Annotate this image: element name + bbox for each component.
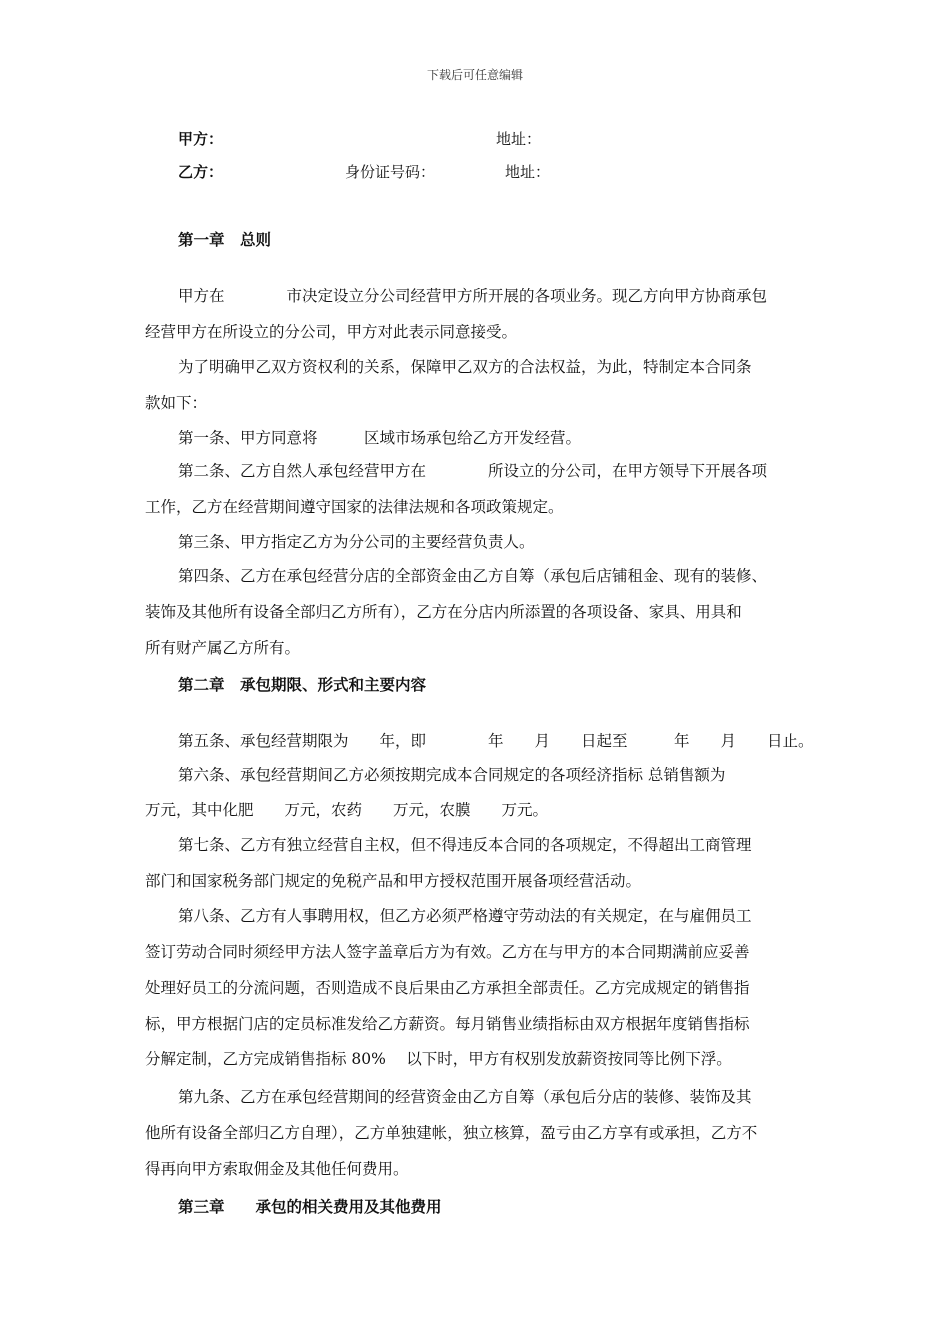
party-b-id-label: 身份证号码： (345, 163, 436, 181)
chapter-2-line: 签订劳动合同时须经甲方法人签字盖章后方为有效。乙方在与甲方的本合同期满前应妥善 (145, 943, 750, 961)
chapter-1-line: 工作，乙方在经营期间遵守国家的法律法规和各项政策规定。 (145, 498, 564, 516)
chapter-1-line: 为了明确甲乙双方资权利的关系，保障甲乙双方的合法权益，为此，特制定本合同条 (178, 358, 752, 376)
chapter-1-line: 所有财产属乙方所有。 (145, 639, 301, 657)
chapter-1-line: 第二条、乙方自然人承包经营甲方在 所设立的分公司，在甲方领导下开展各项 (178, 462, 768, 480)
party-a-label: 甲方： (178, 130, 224, 148)
chapter-2-line: 得再向甲方索取佣金及其他任何费用。 (145, 1160, 409, 1178)
chapter-2-line: 第八条、乙方有人事聘用权，但乙方必须严格遵守劳动法的有关规定，在与雇佣员工 (178, 907, 752, 925)
chapter-2-line: 分解定制，乙方完成销售指标 80% 以下时，甲方有权别发放薪资按同等比例下浮。 (145, 1050, 732, 1068)
chapter-1-line: 款如下： (145, 394, 208, 412)
chapter-1-line: 第四条、乙方在承包经营分店的全部资金由乙方自筹（承包后店铺租金、现有的装修、 (178, 567, 768, 585)
chapter-2-line: 部门和国家税务部门规定的免税产品和甲方授权范围开展备项经营活动。 (145, 872, 642, 890)
page-header: 下载后可任意编辑 (426, 68, 523, 82)
chapter-1-line: 装饰及其他所有设备全部归乙方所有），乙方在分店内所添置的各项设备、家具、用具和 (145, 603, 742, 621)
chapter-2-line: 标，甲方根据门店的定员标准发给乙方薪资。每月销售业绩指标由双方根据年度销售指标 (145, 1015, 750, 1033)
chapter-3-heading: 第三章 承包的相关费用及其他费用 (178, 1197, 442, 1216)
party-a-address-label: 地址： (496, 130, 542, 148)
chapter-2-line: 第七条、乙方有独立经营自主权，但不得违反本合同的各项规定，不得超出工商管理 (178, 836, 752, 854)
chapter-1-line: 第一条、甲方同意将 区域市场承包给乙方开发经营。 (178, 429, 582, 447)
chapter-1-line: 第三条、甲方指定乙方为分公司的主要经营负责人。 (178, 533, 535, 551)
chapter-2-line: 处理好员工的分流问题，否则造成不良后果由乙方承担全部责任。乙方完成规定的销售指 (145, 979, 750, 997)
party-b-address-label: 地址： (505, 163, 551, 181)
chapter-1-line: 经营甲方在所设立的分公司，甲方对此表示同意接受。 (145, 323, 518, 341)
chapter-1-heading: 第一章 总则 (178, 230, 272, 249)
chapter-2-line: 他所有设备全部归乙方自理），乙方单独建帐，独立核算，盈亏由乙方享有或承担，乙方不 (145, 1124, 758, 1142)
chapter-2-line: 第六条、承包经营期间乙方必须按期完成本合同规定的各项经济指标 总销售额为 (178, 766, 726, 784)
chapter-2-line: 第五条、承包经营期限为 年，即 年 月 日起至 年 月 日止。 (178, 732, 814, 750)
party-b-label: 乙方： (178, 163, 224, 181)
chapter-2-line: 万元，其中化肥 万元，农药 万元，农膜 万元。 (145, 801, 549, 819)
chapter-2-line: 第九条、乙方在承包经营期间的经营资金由乙方自筹（承包后分店的装修、装饰及其 (178, 1088, 752, 1106)
chapter-1-line: 甲方在 市决定设立分公司经营甲方所开展的各项业务。现乙方向甲方协商承包 (178, 287, 768, 305)
chapter-2-heading: 第二章 承包期限、形式和主要内容 (178, 675, 427, 694)
